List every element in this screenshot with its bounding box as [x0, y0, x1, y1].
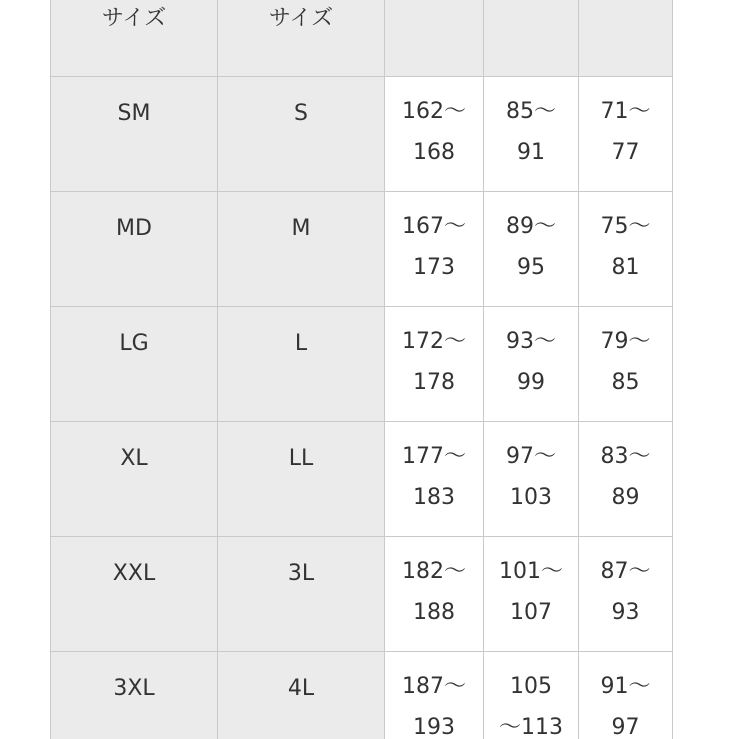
alt-size-cell: LL	[218, 422, 385, 537]
height-from: 187〜	[402, 674, 466, 699]
table-row	[51, 537, 673, 652]
size-cell: MD	[51, 192, 218, 307]
height-to: 173	[413, 255, 455, 280]
size-cell: 3XL	[51, 652, 218, 739]
alt-size-cell: 4L	[218, 652, 385, 739]
height-cell	[385, 537, 484, 652]
table-body	[51, 77, 673, 739]
chest-from: 105	[510, 674, 552, 699]
table-row	[51, 192, 673, 307]
table-row	[51, 652, 673, 739]
height-cell	[385, 422, 484, 537]
chest-cell	[484, 77, 579, 192]
chest-cell	[484, 192, 579, 307]
chest-from: 89〜	[506, 214, 556, 239]
waist-from: 83〜	[600, 444, 651, 469]
height-from: 167〜	[402, 214, 466, 239]
header-height-column	[385, 0, 484, 77]
waist-from: 75〜	[600, 214, 651, 239]
chest-to: 91	[517, 140, 545, 165]
alt-size-cell: 3L	[218, 537, 385, 652]
chest-cell	[484, 307, 579, 422]
waist-cell	[579, 307, 673, 422]
chest-to: 99	[517, 370, 545, 395]
waist-cell	[579, 537, 673, 652]
chest-cell	[484, 422, 579, 537]
height-from: 182〜	[402, 559, 466, 584]
waist-cell	[579, 652, 673, 739]
header-alt-size-line2: サイズ	[268, 6, 334, 31]
chest-from: 85〜	[506, 99, 556, 124]
chest-to: 107	[510, 600, 552, 625]
waist-from: 91〜	[600, 674, 651, 699]
chest-to: 95	[517, 255, 545, 280]
header-chest-column	[484, 0, 579, 77]
height-from: 162〜	[402, 99, 466, 124]
size-chart-table	[50, 0, 673, 739]
height-from: 177〜	[402, 444, 466, 469]
waist-from: 79〜	[600, 329, 651, 354]
table-row	[51, 422, 673, 537]
waist-to: 85	[611, 370, 640, 395]
header-chest-line2	[486, 0, 576, 39]
height-from: 172〜	[402, 329, 466, 354]
height-to: 183	[413, 485, 455, 510]
chest-from: 97〜	[506, 444, 556, 469]
alt-size-cell: L	[218, 307, 385, 422]
table-row	[51, 307, 673, 422]
height-cell	[385, 652, 484, 739]
height-to: 168	[413, 140, 455, 165]
chest-cell	[484, 652, 579, 739]
header-size-column	[51, 0, 218, 77]
header-alt-size-column	[218, 0, 385, 77]
alt-size-cell: M	[218, 192, 385, 307]
size-cell: SM	[51, 77, 218, 192]
size-cell: XL	[51, 422, 218, 537]
size-cell: XXL	[51, 537, 218, 652]
waist-to: 89	[611, 485, 640, 510]
header-row	[51, 0, 673, 77]
header-height-line2	[387, 0, 481, 39]
table-row	[51, 77, 673, 192]
header-size-line2: サイズ	[101, 6, 167, 31]
chest-to: 103	[510, 485, 552, 510]
height-cell	[385, 192, 484, 307]
height-cell	[385, 307, 484, 422]
chest-cell	[484, 537, 579, 652]
height-to: 178	[413, 370, 455, 395]
waist-to: 97	[611, 715, 640, 739]
waist-cell	[579, 192, 673, 307]
waist-cell	[579, 422, 673, 537]
height-cell	[385, 77, 484, 192]
chest-to: 〜113	[499, 715, 563, 739]
header-waist-line2	[581, 0, 670, 39]
chest-from: 93〜	[506, 329, 556, 354]
height-to: 193	[413, 715, 455, 739]
table-header	[51, 0, 673, 77]
header-waist-column	[579, 0, 673, 77]
waist-to: 81	[611, 255, 640, 280]
waist-to: 93	[611, 600, 640, 625]
height-to: 188	[413, 600, 455, 625]
size-cell: LG	[51, 307, 218, 422]
waist-cell	[579, 77, 673, 192]
waist-from: 87〜	[600, 559, 651, 584]
chest-from: 101〜	[499, 559, 563, 584]
waist-from: 71〜	[600, 99, 651, 124]
waist-to: 77	[611, 140, 640, 165]
alt-size-cell: S	[218, 77, 385, 192]
